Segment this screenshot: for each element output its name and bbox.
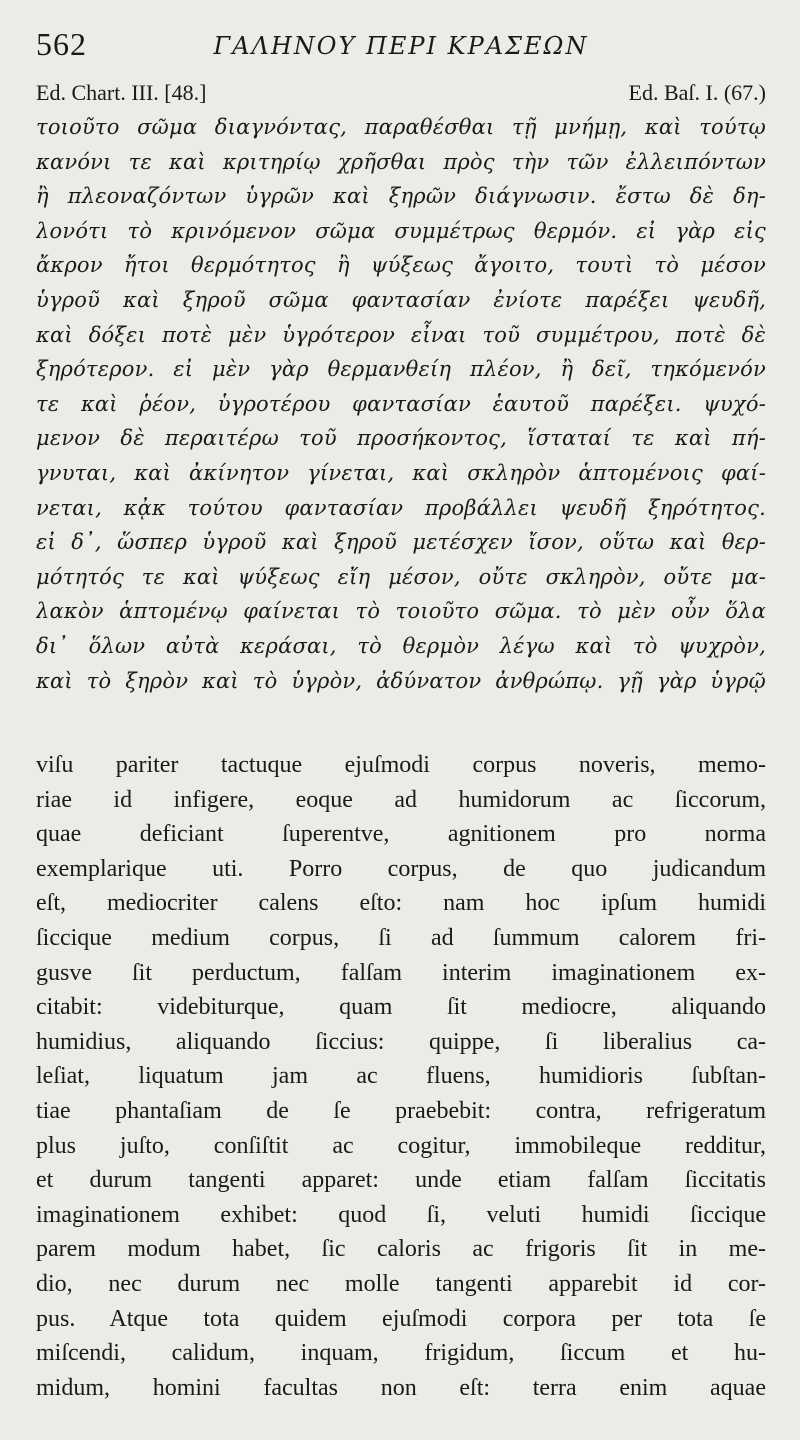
latin-text-line: miſcendi, calidum, inquam, frigidum, ſiccum et hu- [36, 1340, 766, 1367]
greek-text-line: δι᾽ ὅλων αὐτὰ κεράσαι, τὸ θερμὸν λέγω καὶ τὸ ψυχρὸν, [36, 633, 766, 658]
latin-text-line: riae id infigere, eoque ad humidorum ac ſiccorum, [36, 786, 766, 813]
greek-text-line: ξηρότερον. εἰ μὲν γὰρ θερμανθείη πλέον, ἢ δεῖ, τηκόμενόν [36, 357, 766, 382]
latin-text-line: tiae phantaſiam de ſe praebebit: contra, refrigeratum [36, 1098, 766, 1125]
greek-text-line: καὶ τὸ ξηρὸν καὶ τὸ ὑγρὸν, ἀδύνατον ἀνθρώπῳ. γῇ γὰρ ὑγρῷ [36, 668, 766, 693]
greek-text-line: μότητός τε καὶ ψύξεως εἴη μέσον, οὔτε σκληρὸν, οὔτε μα- [36, 564, 766, 589]
section-gap [36, 698, 766, 748]
latin-text-line: eſt, mediocriter calens eſto: nam hoc ipſum humidi [36, 890, 766, 917]
page-number: 562 [36, 26, 87, 62]
latin-text-line: plus juſto, conſiſtit ac cogitur, immobileque redditur, [36, 1132, 766, 1159]
latin-text-line: parem modum habet, ſic caloris ac frigoris ſit in me- [36, 1236, 766, 1263]
latin-text-line: midum, homini facultas non eſt: terra enim aquae [36, 1374, 766, 1401]
greek-text-line: μενον δὲ περαιτέρω τοῦ προσήκοντος, ἵσταταί τε καὶ πή- [36, 426, 766, 451]
latin-text-line: ſiccique medium corpus, ſi ad ſummum calorem fri- [36, 925, 766, 952]
greek-text-block [36, 110, 766, 698]
edition-chart-reference: Ed. Chart. III. [48.] [36, 80, 207, 105]
page-header [36, 22, 766, 68]
greek-text-line: ὑγροῦ καὶ ξηροῦ σῶμα φαντασίαν ἐνίοτε παρέξει ψευδῆ, [36, 287, 766, 312]
latin-text-line: pus. Atque tota quidem ejuſmodi corpora per tota ſe [36, 1305, 766, 1332]
greek-text-line: εἰ δ᾽, ὥσπερ ὑγροῦ καὶ ξηροῦ μετέσχεν ἴσον, οὕτω καὶ θερ- [36, 530, 766, 555]
latin-text-line: humidius, aliquando ſiccius: quippe, ſi liberalius ca- [36, 1028, 766, 1055]
latin-text-line: leſiat, liquatum jam ac fluens, humidioris ſubſtan- [36, 1063, 766, 1090]
greek-text-line: ἄκρον ἤτοι θερμότητος ἢ ψύξεως ἄγοιτο, τουτὶ τὸ μέσον [36, 253, 766, 278]
greek-text-line: λονότι τὸ κρινόμενον σῶμα συμμέτρως θερμόν. εἰ γὰρ εἰς [36, 218, 766, 243]
latin-text-line: viſu pariter tactuque ejuſmodi corpus noveris, memo- [36, 752, 766, 779]
latin-text-line: exemplarique uti. Porro corpus, de quo judicandum [36, 855, 766, 882]
greek-text-line: ἢ πλεοναζόντων ὑγρῶν καὶ ξηρῶν διάγνωσιν. ἔστω δὲ δη- [36, 184, 766, 209]
greek-text-line: νεται, κᾀκ τούτου φαντασίαν προβάλλει ψευδῆ ξηρότητος. [36, 495, 766, 520]
greek-text-line: τοιοῦτο σῶμα διαγνόντας, παραθέσθαι τῇ μνήμῃ, καὶ τούτῳ [36, 115, 766, 139]
latin-text-line: et durum tangenti apparet: unde etiam falſam ſiccitatis [36, 1167, 766, 1194]
greek-text-line: τε καὶ ῥέον, ὑγροτέρου φαντασίαν ἑαυτοῦ παρέξει. ψυχό- [36, 391, 766, 416]
latin-text-block [36, 748, 766, 1405]
edition-references [36, 78, 766, 108]
latin-text-line: quae deficiant ſuperentve, agnitionem pro norma [36, 821, 766, 848]
latin-text-line: citabit: videbiturque, quam ſit mediocre, aliquando [36, 994, 766, 1021]
greek-text-line: κανόνι τε καὶ κριτηρίῳ χρῆσθαι πρὸς τὴν τῶν ἐλλειπόντων [36, 149, 766, 174]
latin-text-line: dio, nec durum nec molle tangenti apparebit id cor- [36, 1271, 766, 1297]
latin-text-line: imaginationem exhibet: quod ſi, veluti humidi ſiccique [36, 1201, 766, 1228]
greek-text-line: γνυται, καὶ ἀκίνητον γίνεται, καὶ σκληρὸν ἁπτομένοις φαί- [36, 460, 766, 485]
edition-basel-reference: Ed. Baſ. I. (67.) [628, 80, 766, 105]
running-title: ΓΑΛΗΝΟΥ ΠΕΡΙ ΚΡΑΣΕΩΝ [213, 32, 589, 60]
latin-text-line: gusve ſit perductum, falſam interim imaginationem ex- [36, 959, 766, 986]
greek-text-line: λακὸν ἁπτομένῳ φαίνεται τὸ τοιοῦτο σῶμα. τὸ μὲν οὖν ὅλα [36, 599, 766, 624]
greek-text-line: καὶ δόξει ποτὲ μὲν ὑγρότερον εἶναι τοῦ συμμέτρου, ποτὲ δὲ [36, 322, 766, 347]
